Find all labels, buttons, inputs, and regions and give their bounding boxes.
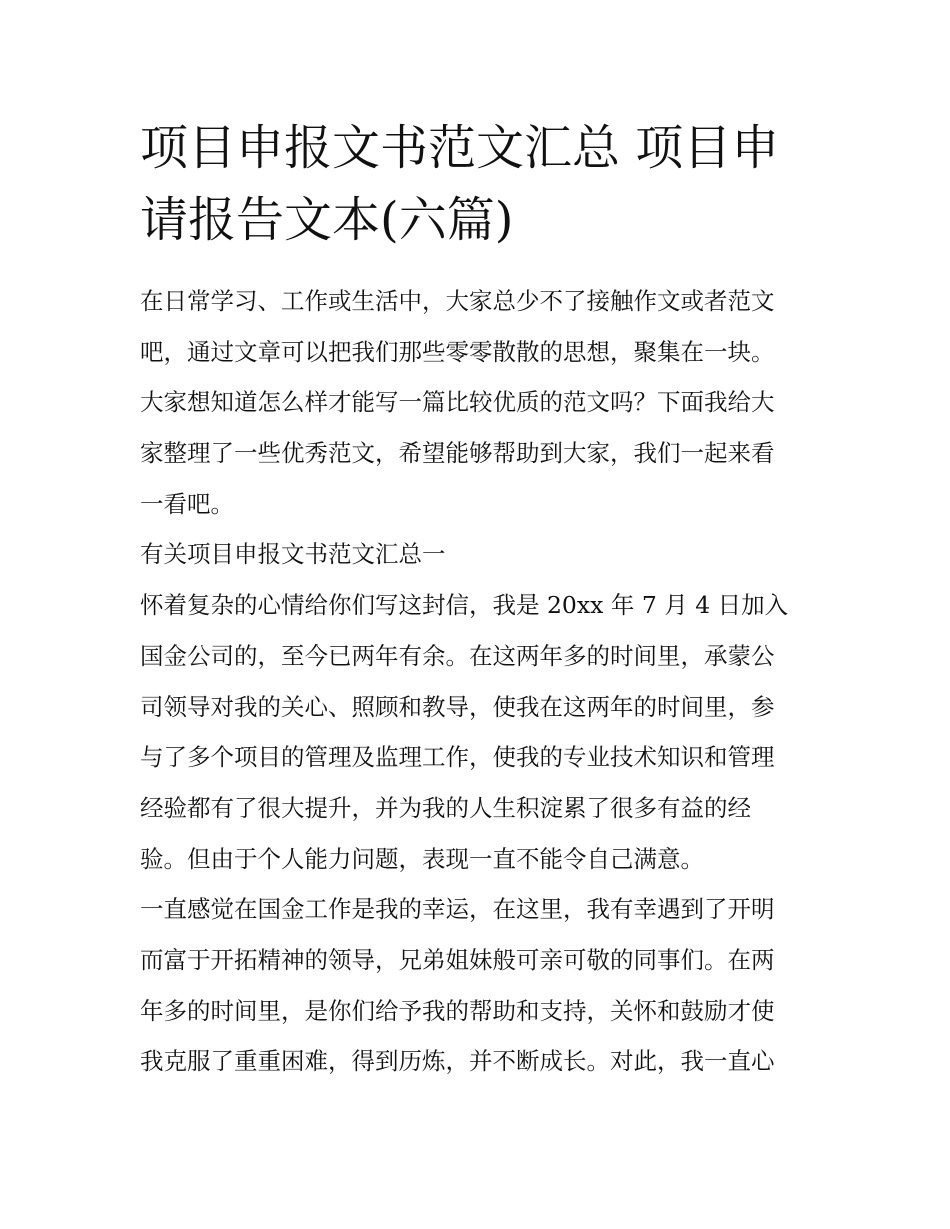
body-line: 而富于开拓精神的领导，兄弟姐妹般可亲可敬的同事们。在两 (140, 945, 775, 974)
body-line: 验。但由于个人能力问题，表现一直不能令自己满意。 (140, 844, 704, 873)
body-line: 一看吧。 (140, 489, 234, 518)
body-line: 司领导对我的关心、照顾和教导，使我在这两年的时间里，参 (140, 692, 775, 721)
document-title (140, 112, 820, 256)
body-line: 国金公司的，至今已两年有余。在这两年多的时间里，承蒙公 (140, 641, 775, 670)
body-line: 一直感觉在国金工作是我的幸运，在这里，我有幸遇到了开明 (140, 895, 775, 924)
body-line: 年多的时间里，是你们给予我的帮助和支持，关怀和鼓励才使 (140, 996, 775, 1025)
section-heading: 有关项目申报文书范文汇总一 (140, 540, 446, 569)
body-line: 我克服了重重困难，得到历炼，并不断成长。对此，我一直心 (140, 1047, 775, 1076)
title-line-1: 项目申报文书范文汇总 项目申 (140, 120, 780, 176)
body-line: 大家想知道怎么样才能写一篇比较优质的范文吗？下面我给大 (140, 388, 775, 417)
document-body (140, 276, 820, 1087)
body-line: 经验都有了很大提升，并为我的人生积淀累了很多有益的经 (140, 793, 751, 822)
body-line: 家整理了一些优秀范文，希望能够帮助到大家，我们一起来看 (140, 439, 775, 468)
title-line-2: 请报告文本(六篇) (140, 192, 514, 248)
body-line: 在日常学习、工作或生活中，大家总少不了接触作文或者范文 (140, 287, 775, 315)
body-line: 吧，通过文章可以把我们那些零零散散的思想，聚集在一块。 (140, 337, 775, 366)
body-line: 与了多个项目的管理及监理工作，使我的专业技术知识和管理 (140, 743, 775, 772)
body-line: 怀着复杂的心情给你们写这封信，我是 20xx 年 7 月 4 日加入 (140, 591, 789, 620)
